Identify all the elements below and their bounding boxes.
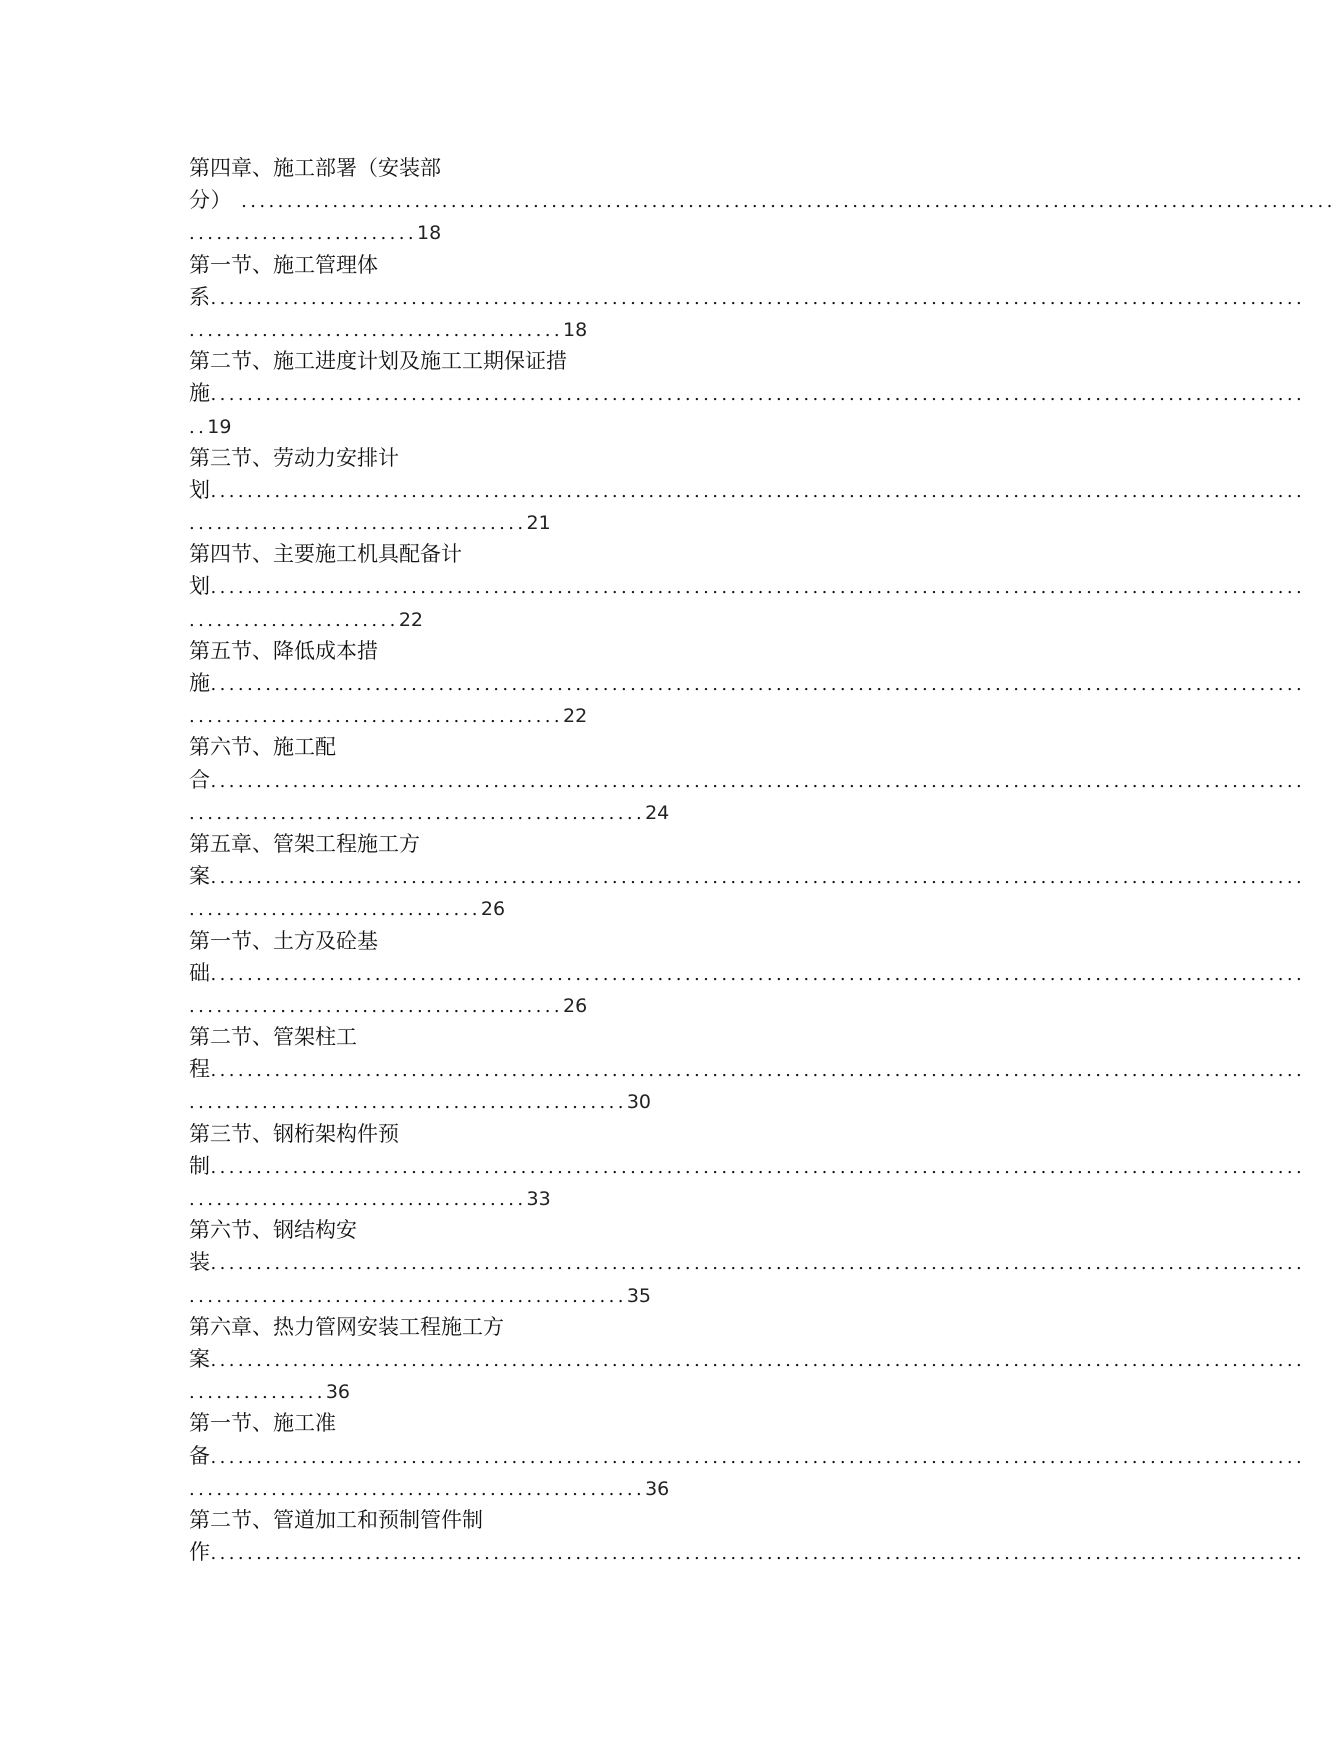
page-number: 22 <box>398 608 423 631</box>
page-number: 24 <box>645 801 670 824</box>
page-number: 35 <box>626 1284 652 1307</box>
toc-entry-title-end: 制 <box>189 1153 211 1178</box>
page-number: 30 <box>626 1091 652 1114</box>
leader-dots: ......................................... <box>189 706 563 728</box>
leader-dots: ....................... <box>189 609 399 631</box>
toc-entry-continuation <box>189 281 1306 313</box>
toc-entry-title: 第二节、管架柱工 <box>189 1025 357 1050</box>
leader-dots: .. <box>189 416 208 438</box>
toc-entry-title: 第四章、施工部署（安装部 <box>189 156 441 180</box>
leader-dots: .................................................. <box>189 1478 646 1500</box>
toc-entry-page-line <box>189 410 1069 442</box>
leader-dots: ......................... <box>189 223 418 245</box>
toc-entry[interactable] <box>189 1021 1306 1118</box>
toc-entry-continuation <box>189 377 1306 409</box>
leader-dots: ........................................................................................................................ <box>210 867 1306 889</box>
toc-entry-title: 第六节、钢结构安 <box>189 1218 357 1243</box>
toc-entry-title-end: 划 <box>189 574 211 599</box>
table-of-contents <box>189 152 1336 1568</box>
leader-dots: ........................................................................................................................ <box>210 1156 1306 1178</box>
page-number: 36 <box>325 1381 351 1404</box>
toc-entry[interactable] <box>189 828 1306 925</box>
toc-entry-page-line <box>189 699 1069 731</box>
leader-dots: ........................................................................................................................ <box>210 674 1306 695</box>
toc-entry-page-line <box>189 1182 1069 1214</box>
toc-entry[interactable] <box>189 538 1306 635</box>
page-number: 26 <box>480 898 506 921</box>
toc-entry-continuation <box>189 1246 1306 1278</box>
toc-entry-page-line <box>189 989 1069 1021</box>
toc-entry[interactable] <box>189 152 1336 249</box>
toc-entry-title: 第六节、施工配 <box>189 735 336 760</box>
leader-dots: ..................................... <box>189 1189 527 1210</box>
leader-dots: ................................................ <box>189 1285 627 1307</box>
leader-dots: ........................................................................................................................ <box>210 1543 1306 1565</box>
toc-entry-continuation <box>189 764 1306 796</box>
toc-entry-continuation <box>189 1536 1306 1568</box>
leader-dots: ........................................................................................................................ <box>210 384 1306 406</box>
page-number: 26 <box>563 994 588 1017</box>
leader-dots: ................................................ <box>189 1092 627 1114</box>
toc-entry-title-end: 施 <box>189 671 211 695</box>
toc-entry-page-line <box>189 1375 1069 1407</box>
toc-entry[interactable] <box>189 442 1306 539</box>
toc-entry[interactable] <box>189 1504 1306 1568</box>
toc-entry-continuation <box>189 570 1306 602</box>
toc-entry-title: 第四节、主要施工机具配备计 <box>189 542 462 567</box>
leader-dots: ........................................................................................................................ <box>210 577 1306 599</box>
toc-entry-continuation <box>189 474 1306 506</box>
toc-entry-title-end: 案 <box>189 1346 211 1371</box>
toc-entry-page-line <box>189 892 1069 924</box>
toc-entry-title-end: 作 <box>189 1540 211 1565</box>
page-number: 21 <box>526 512 551 535</box>
leader-dots: ......................................... <box>189 319 563 341</box>
toc-entry-page-line <box>189 1472 1069 1504</box>
toc-entry[interactable] <box>189 925 1306 1022</box>
page-number: 18 <box>417 222 442 245</box>
page-number: 18 <box>563 318 588 341</box>
toc-entry-title-end: 装 <box>189 1250 211 1275</box>
toc-entry-title: 第五章、管架工程施工方 <box>189 831 420 856</box>
toc-entry[interactable] <box>189 731 1306 828</box>
toc-entry[interactable] <box>189 635 1306 732</box>
leader-dots: ........................................................................................................................ <box>210 1446 1306 1468</box>
toc-entry-title-end: 分） <box>189 188 232 213</box>
leader-dots: ........................................................................................................................ <box>232 191 1336 213</box>
leader-dots: ........................................................................................................................ <box>210 770 1306 792</box>
toc-entry-title: 第一节、土方及砼基 <box>189 928 378 953</box>
toc-entry[interactable] <box>189 1118 1306 1215</box>
toc-entry-title: 第二节、施工进度计划及施工工期保证措 <box>189 349 567 374</box>
page-number: 19 <box>207 415 232 438</box>
toc-entry-continuation <box>189 1053 1306 1085</box>
toc-entry-title-end: 合 <box>189 767 211 792</box>
toc-entry-title: 第三节、钢桁架构件预 <box>189 1121 399 1146</box>
toc-entry-page-line <box>189 313 1069 345</box>
toc-entry-title: 第一节、施工准 <box>189 1411 336 1436</box>
leader-dots: ........................................................................................................................ <box>210 287 1306 309</box>
toc-entry-continuation <box>189 667 1306 699</box>
page-number: 22 <box>563 705 588 728</box>
toc-entry-title-end: 备 <box>189 1443 211 1468</box>
toc-entry[interactable] <box>189 345 1306 442</box>
toc-entry-page-line <box>189 796 1069 828</box>
leader-dots: ................................ <box>189 899 481 921</box>
toc-entry-title-end: 案 <box>189 864 211 889</box>
leader-dots: ........................................................................................................................ <box>210 480 1306 502</box>
toc-entry-title-end: 施 <box>189 381 211 406</box>
toc-entry-title-end: 系 <box>189 284 211 309</box>
leader-dots: ........................................................................................................................ <box>210 1349 1306 1371</box>
leader-dots: ............... <box>189 1382 326 1404</box>
leader-dots: ........................................................................................................................ <box>210 1060 1306 1082</box>
toc-entry[interactable] <box>189 1311 1306 1408</box>
toc-entry-continuation <box>189 957 1306 989</box>
toc-entry[interactable] <box>189 249 1306 346</box>
toc-entry[interactable] <box>189 1407 1306 1504</box>
toc-entry-title-end: 划 <box>189 477 211 502</box>
toc-entry-page-line <box>189 506 1069 538</box>
toc-entry-page-line <box>189 1085 1069 1117</box>
toc-entry-continuation <box>189 184 1336 216</box>
toc-entry-page-line <box>189 603 1069 635</box>
toc-entry-continuation <box>189 1343 1306 1375</box>
toc-entry[interactable] <box>189 1214 1306 1311</box>
toc-entry-title: 第一节、施工管理体 <box>189 252 378 277</box>
leader-dots: ........................................................................................................................ <box>210 963 1306 985</box>
leader-dots: .................................................. <box>189 802 646 824</box>
toc-entry-continuation <box>189 1440 1306 1472</box>
toc-entry-page-line <box>189 1279 1069 1311</box>
leader-dots: ........................................................................................................................ <box>210 1253 1306 1275</box>
toc-entry-page-line <box>189 216 1069 248</box>
toc-entry-title: 第二节、管道加工和预制管件制 <box>189 1507 483 1532</box>
toc-entry-title: 第五节、降低成本措 <box>189 638 378 663</box>
leader-dots: ......................................... <box>189 995 563 1017</box>
toc-entry-title: 第六章、热力管网安装工程施工方 <box>189 1314 504 1339</box>
leader-dots: ..................................... <box>189 513 527 535</box>
toc-entry-title-end: 程 <box>189 1057 211 1082</box>
toc-entry-continuation <box>189 1150 1306 1182</box>
page-number: 33 <box>526 1188 551 1210</box>
toc-entry-title-end: 础 <box>189 960 211 985</box>
toc-entry-title: 第三节、劳动力安排计 <box>189 445 399 470</box>
toc-entry-continuation <box>189 860 1306 892</box>
page-number: 36 <box>645 1477 670 1500</box>
